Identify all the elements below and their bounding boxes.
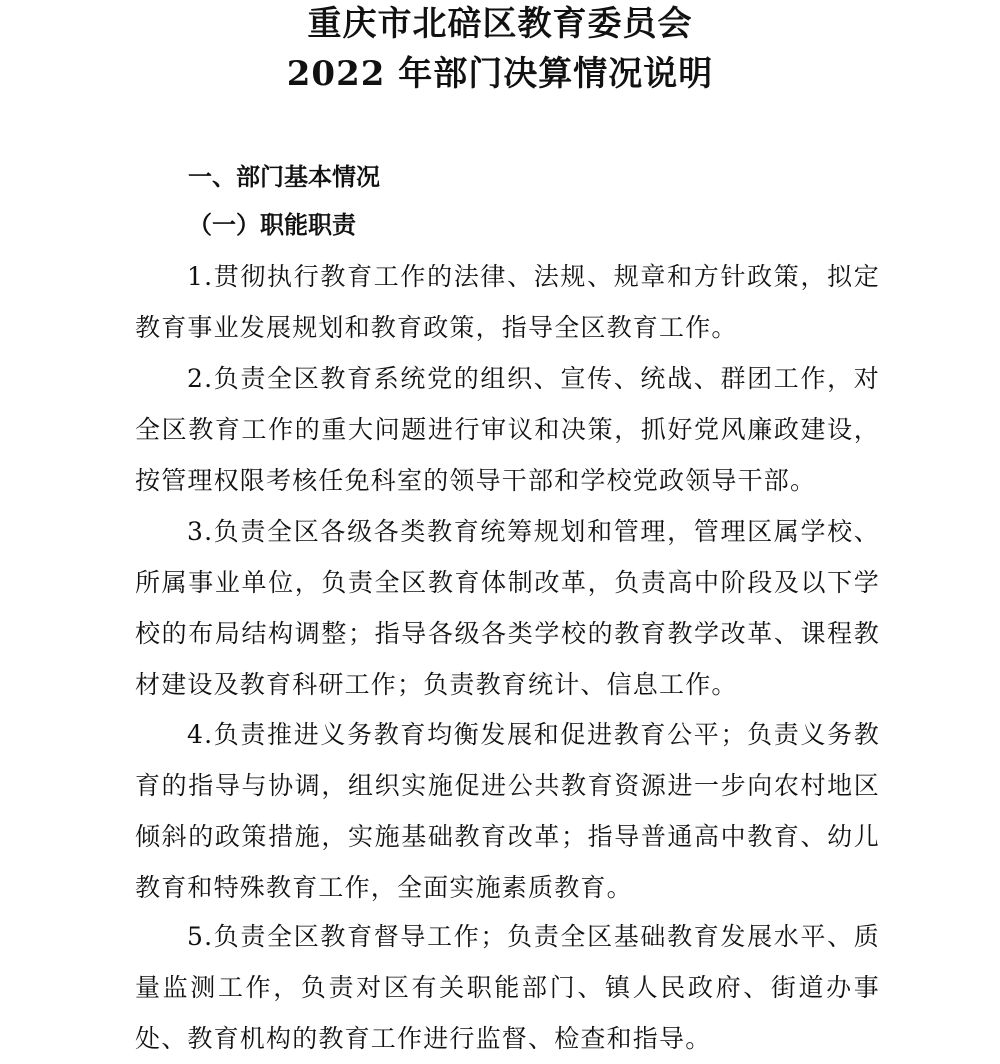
duty-paragraph-5: 5.负责全区教育督导工作；负责全区基础教育发展水平、质量监测工作，负责对区有关职能部门、镇人民政府、街道办事处、教育机构的教育工作进行监督、检查和指导。 (135, 922, 880, 1053)
document-title-line-1: 重庆市北碚区教育委员会 (307, 4, 693, 44)
duty-paragraph-3: 3.负责全区各级各类教育统筹规划和管理，管理区属学校、所属事业单位，负责全区教育体制改革，负责高中阶段及以下学校的布局结构调整；指导各级各类学校的教育教学改革、课程教材建设及教育科研工作；负责教育统计、信息工作。 (135, 517, 880, 699)
section-heading-basic-info: 一、部门基本情况 (188, 163, 380, 191)
duty-paragraph-1: 1.贯彻执行教育工作的法律、法规、规章和方针政策，拟定教育事业发展规划和教育政策，指导全区教育工作。 (135, 262, 880, 342)
duty-paragraph-2: 2.负责全区教育系统党的组织、宣传、统战、群团工作，对全区教育工作的重大问题进行审议和决策，抓好党风廉政建设，按管理权限考核任免科室的领导干部和学校党政领导干部。 (135, 364, 880, 495)
duty-paragraph-4: 4.负责推进义务教育均衡发展和促进教育公平；负责义务教育的指导与协调，组织实施促进公共教育资源进一步向农村地区倾斜的政策措施，实施基础教育改革；指导普通高中教育、幼儿教育和特殊教育工作，全面实施素质教育。 (135, 720, 880, 902)
document-title-line-2: 2022 年部门决算情况说明 (286, 54, 714, 94)
subsection-heading-duties: （一）职能职责 (188, 210, 356, 239)
